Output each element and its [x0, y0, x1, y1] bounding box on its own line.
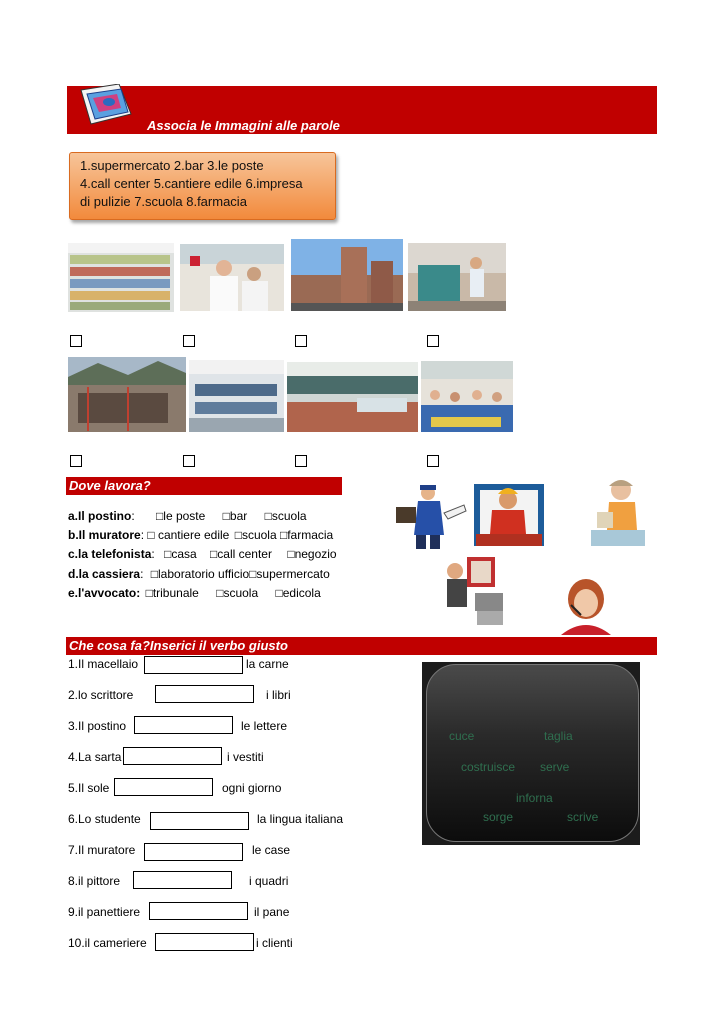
- verb-sentence-6: 6.Lo studente: [68, 812, 141, 826]
- section-title-where: Dove lavora?: [66, 477, 342, 495]
- option-label[interactable]: farmacia: [287, 528, 334, 542]
- verb-sentence-7-after: le case: [252, 843, 291, 857]
- option-label[interactable]: edicola: [282, 586, 321, 600]
- verb-sentence-9-after: il pane: [254, 905, 290, 919]
- option-label[interactable]: casa: [171, 547, 197, 561]
- option-label[interactable]: supermercato: [256, 567, 330, 581]
- verb-sentence-5: 5.Il sole: [68, 781, 110, 795]
- verb-blank-2[interactable]: [155, 685, 254, 703]
- where-question-c: c.la telefonista: □casa □call center □negozio: [68, 547, 337, 561]
- bar-counter-photo: [287, 362, 418, 432]
- where-question-d: d.la cassiera: □laboratorio ufficio□supermercato: [68, 567, 330, 581]
- pharmacists-photo: [180, 244, 284, 311]
- verb-blank-7[interactable]: [144, 843, 243, 861]
- verb-sentence-8: 8.il pittore: [68, 874, 121, 888]
- postman-clipart-icon: [392, 483, 470, 551]
- answer-checkbox[interactable]: [70, 455, 82, 467]
- word-list-line: 4.call center 5.cantiere edile 6.impresa: [80, 176, 303, 191]
- verb-sentence-1: 1.Il macellaio: [68, 657, 139, 671]
- classroom-photo: [421, 361, 513, 432]
- verb-sentence-8-after: i quadri: [249, 874, 289, 888]
- telephonist-photo: [557, 575, 615, 635]
- answer-checkbox[interactable]: [70, 335, 82, 347]
- option-label[interactable]: cantiere edile: [154, 528, 230, 542]
- page-title: Associa le Immagini alle parole: [147, 118, 340, 133]
- option-label[interactable]: negozio: [294, 547, 337, 561]
- option-label[interactable]: bar: [229, 509, 248, 523]
- verb-option: taglia: [544, 729, 573, 743]
- call-center-photo: [189, 360, 284, 432]
- supermarket-shelves-photo: [68, 243, 174, 312]
- option-label[interactable]: le poste: [163, 509, 206, 523]
- word-list-line: di pulizie 7.scuola 8.farmacia: [80, 194, 247, 209]
- answer-checkbox[interactable]: [183, 335, 195, 347]
- answer-checkbox[interactable]: [427, 455, 439, 467]
- verb-option: inforna: [516, 791, 553, 805]
- verb-sentence-4-after: i vestiti: [227, 750, 264, 764]
- office-worker-clipart-icon: [437, 553, 507, 629]
- answer-checkbox[interactable]: [295, 335, 307, 347]
- verb-sentence-3: 3.Il postino: [68, 719, 127, 733]
- option-label[interactable]: scuola: [223, 586, 259, 600]
- where-question-e: e.l'avvocato: □tribunale □scuola □edicola: [68, 586, 321, 600]
- option-label[interactable]: scuola: [241, 528, 277, 542]
- verb-blank-10[interactable]: [155, 933, 254, 951]
- verb-option: sorge: [483, 810, 514, 824]
- verb-blank-8[interactable]: [133, 871, 232, 889]
- where-question-a: a.Il postino: □le poste □bar □scuola: [68, 509, 307, 523]
- verb-blank-9[interactable]: [149, 902, 248, 920]
- construction-site-photo: [68, 357, 186, 432]
- verb-blank-6[interactable]: [150, 812, 249, 830]
- option-label[interactable]: laboratorio ufficio: [158, 567, 250, 581]
- verb-sentence-7: 7.Il muratore: [68, 843, 136, 857]
- answer-checkbox[interactable]: [183, 455, 195, 467]
- verb-option: costruisce: [461, 760, 516, 774]
- verb-sentence-9: 9.il panettiere: [68, 905, 141, 919]
- answer-checkbox[interactable]: [295, 455, 307, 467]
- post-office-building-photo: [291, 239, 403, 311]
- where-question-b: b.Il muratore: □ cantiere edile □scuola □farmacia: [68, 528, 334, 542]
- cashier-clipart-icon: [589, 476, 647, 548]
- section-title-what: Che cosa fa?Inserici il verbo giusto: [66, 637, 657, 655]
- option-label[interactable]: tribunale: [152, 586, 199, 600]
- answer-checkbox[interactable]: [427, 335, 439, 347]
- verb-sentence-2-after: i libri: [266, 688, 291, 702]
- verb-option: scrive: [567, 810, 599, 824]
- verb-sentence-3-after: le lettere: [241, 719, 288, 733]
- bricklayer-clipart-icon: [470, 480, 548, 550]
- verb-sentence-10-after: i clienti: [256, 936, 293, 950]
- verb-box: [426, 664, 639, 842]
- verb-option: serve: [540, 760, 570, 774]
- verb-option: cuce: [449, 729, 475, 743]
- word-list-line: 1.supermercato 2.bar 3.le poste: [80, 158, 264, 173]
- verb-blank-5[interactable]: [114, 778, 213, 796]
- verb-sentence-4: 4.La sarta: [68, 750, 122, 764]
- cleaning-cart-photo: [408, 243, 506, 311]
- verb-sentence-6-after: la lingua italiana: [257, 812, 344, 826]
- option-label[interactable]: call center: [217, 547, 272, 561]
- verb-blank-4[interactable]: [123, 747, 222, 765]
- option-label[interactable]: scuola: [271, 509, 307, 523]
- verb-sentence-10: 10.il cameriere: [68, 936, 147, 950]
- verb-sentence-5-after: ogni giorno: [222, 781, 282, 795]
- verb-sentence-1-after: la carne: [246, 657, 289, 671]
- papers-logo-icon: [73, 84, 139, 128]
- verb-sentence-2: 2.lo scrittore: [68, 688, 134, 702]
- verb-blank-1[interactable]: [144, 656, 243, 674]
- verb-blank-3[interactable]: [134, 716, 233, 734]
